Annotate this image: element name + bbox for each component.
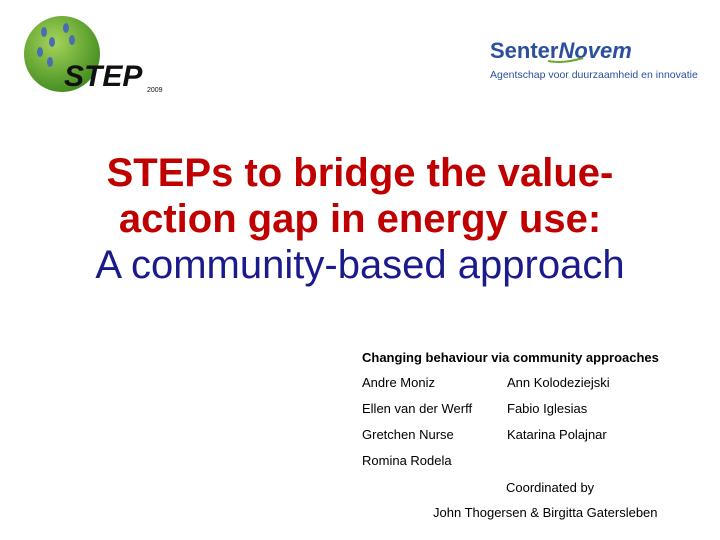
step-year: 2009 <box>147 87 163 94</box>
author-list <box>362 376 692 468</box>
author-name: Fabio Iglesias <box>507 401 588 416</box>
author-name: Katarina Polajnar <box>507 427 607 442</box>
title-line-3: A community-based approach <box>95 243 625 287</box>
title-line-2: action gap in energy use: <box>118 197 602 241</box>
senternovem-wordmark-senter: Senter <box>490 38 559 63</box>
svg-text:SenterNovem <box>490 38 632 63</box>
author-name: Romina Rodela <box>362 453 452 468</box>
author-name: Ann Kolodeziejski <box>507 375 610 390</box>
step-logo <box>22 12 164 102</box>
senternovem-logo <box>488 34 706 84</box>
author-name: Gretchen Nurse <box>362 427 454 442</box>
slide-title <box>30 150 690 288</box>
coordinated-by-label: Coordinated by <box>506 480 595 495</box>
coordinator-names: John Thogersen & Birgitta Gatersleben <box>433 505 658 520</box>
title-line-1: STEPs to bridge the value- <box>106 151 614 195</box>
author-name: Andre Moniz <box>362 375 435 390</box>
senternovem-wordmark-novem: Novem <box>558 38 632 63</box>
subtitle: Changing behaviour via community approaches <box>362 350 659 365</box>
author-name: Ellen van der Werff <box>362 401 473 416</box>
step-wordmark: STEP <box>64 60 143 93</box>
senternovem-tagline: Agentschap voor duurzaamheid en innovatie <box>490 69 698 81</box>
